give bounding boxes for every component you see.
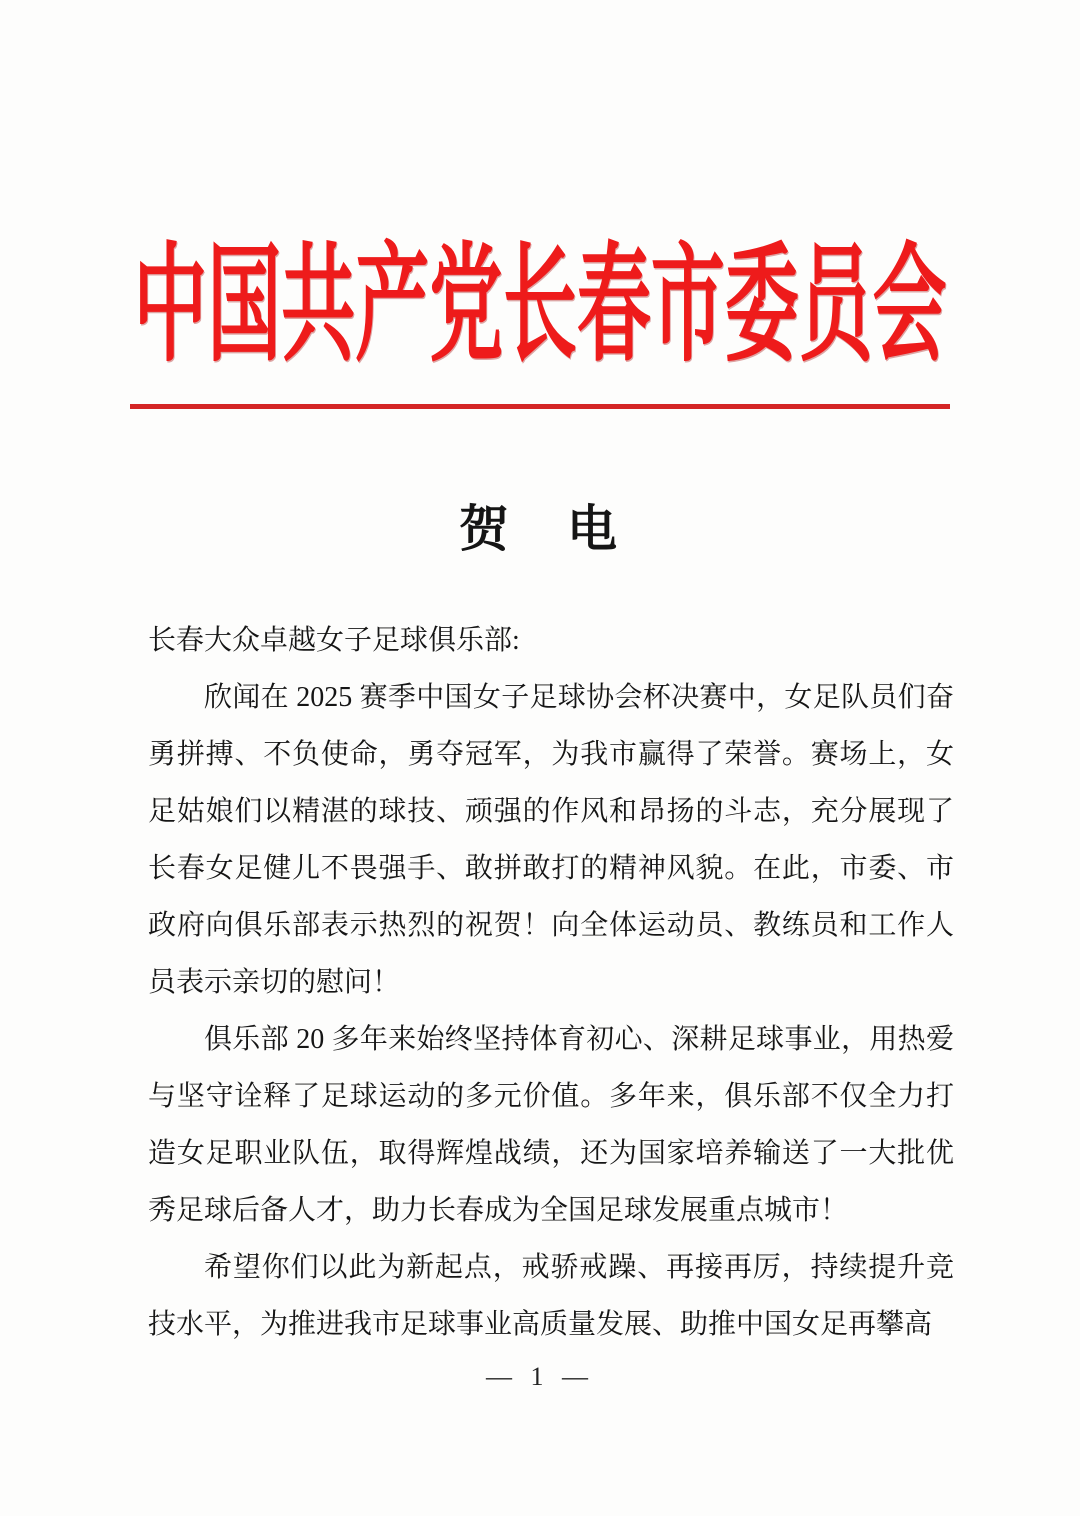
body-paragraph: 俱乐部 20 多年来始终坚持体育初心、深耕足球事业，用热爱与坚守诠释了足球运动的多元价值。多年来，俱乐部不仅全力打造女足职业队伍，取得辉煌战绩，还为国家培养输送了一大批优秀足球后备人才，助力长春成为全国足球发展重点城市！ bbox=[148, 1024, 954, 1226]
body-paragraph: 希望你们以此为新起点，戒骄戒躁、再接再厉，持续提升竞技水平，为推进我市足球事业高质量发展、助推中国女足再攀高 bbox=[148, 1252, 954, 1340]
document-title: 贺 电 bbox=[459, 501, 621, 557]
letterhead-org-name: 中国共产党长春市委员会 bbox=[133, 236, 947, 379]
document-body bbox=[148, 612, 954, 1353]
letterhead-divider bbox=[130, 404, 950, 409]
letterhead bbox=[0, 228, 1080, 379]
salutation: 长春大众卓越女子足球俱乐部: bbox=[148, 625, 520, 656]
body-paragraph: 欣闻在 2025 赛季中国女子足球协会杯决赛中，女足队员们奋勇拼搏、不负使命，勇夺冠军，为我市赢得了荣誉。赛场上，女足姑娘们以精湛的球技、顽强的作风和昂扬的斗志，充分展现了长春女足健儿不畏强手、敢拼敢打的精神风貌。在此，市委、市政府向俱乐部表示热烈的祝贺！向全体运动员、教练员和工作人员表示亲切的慰问！ bbox=[148, 682, 954, 998]
page-number: — 1 — bbox=[486, 1362, 594, 1391]
